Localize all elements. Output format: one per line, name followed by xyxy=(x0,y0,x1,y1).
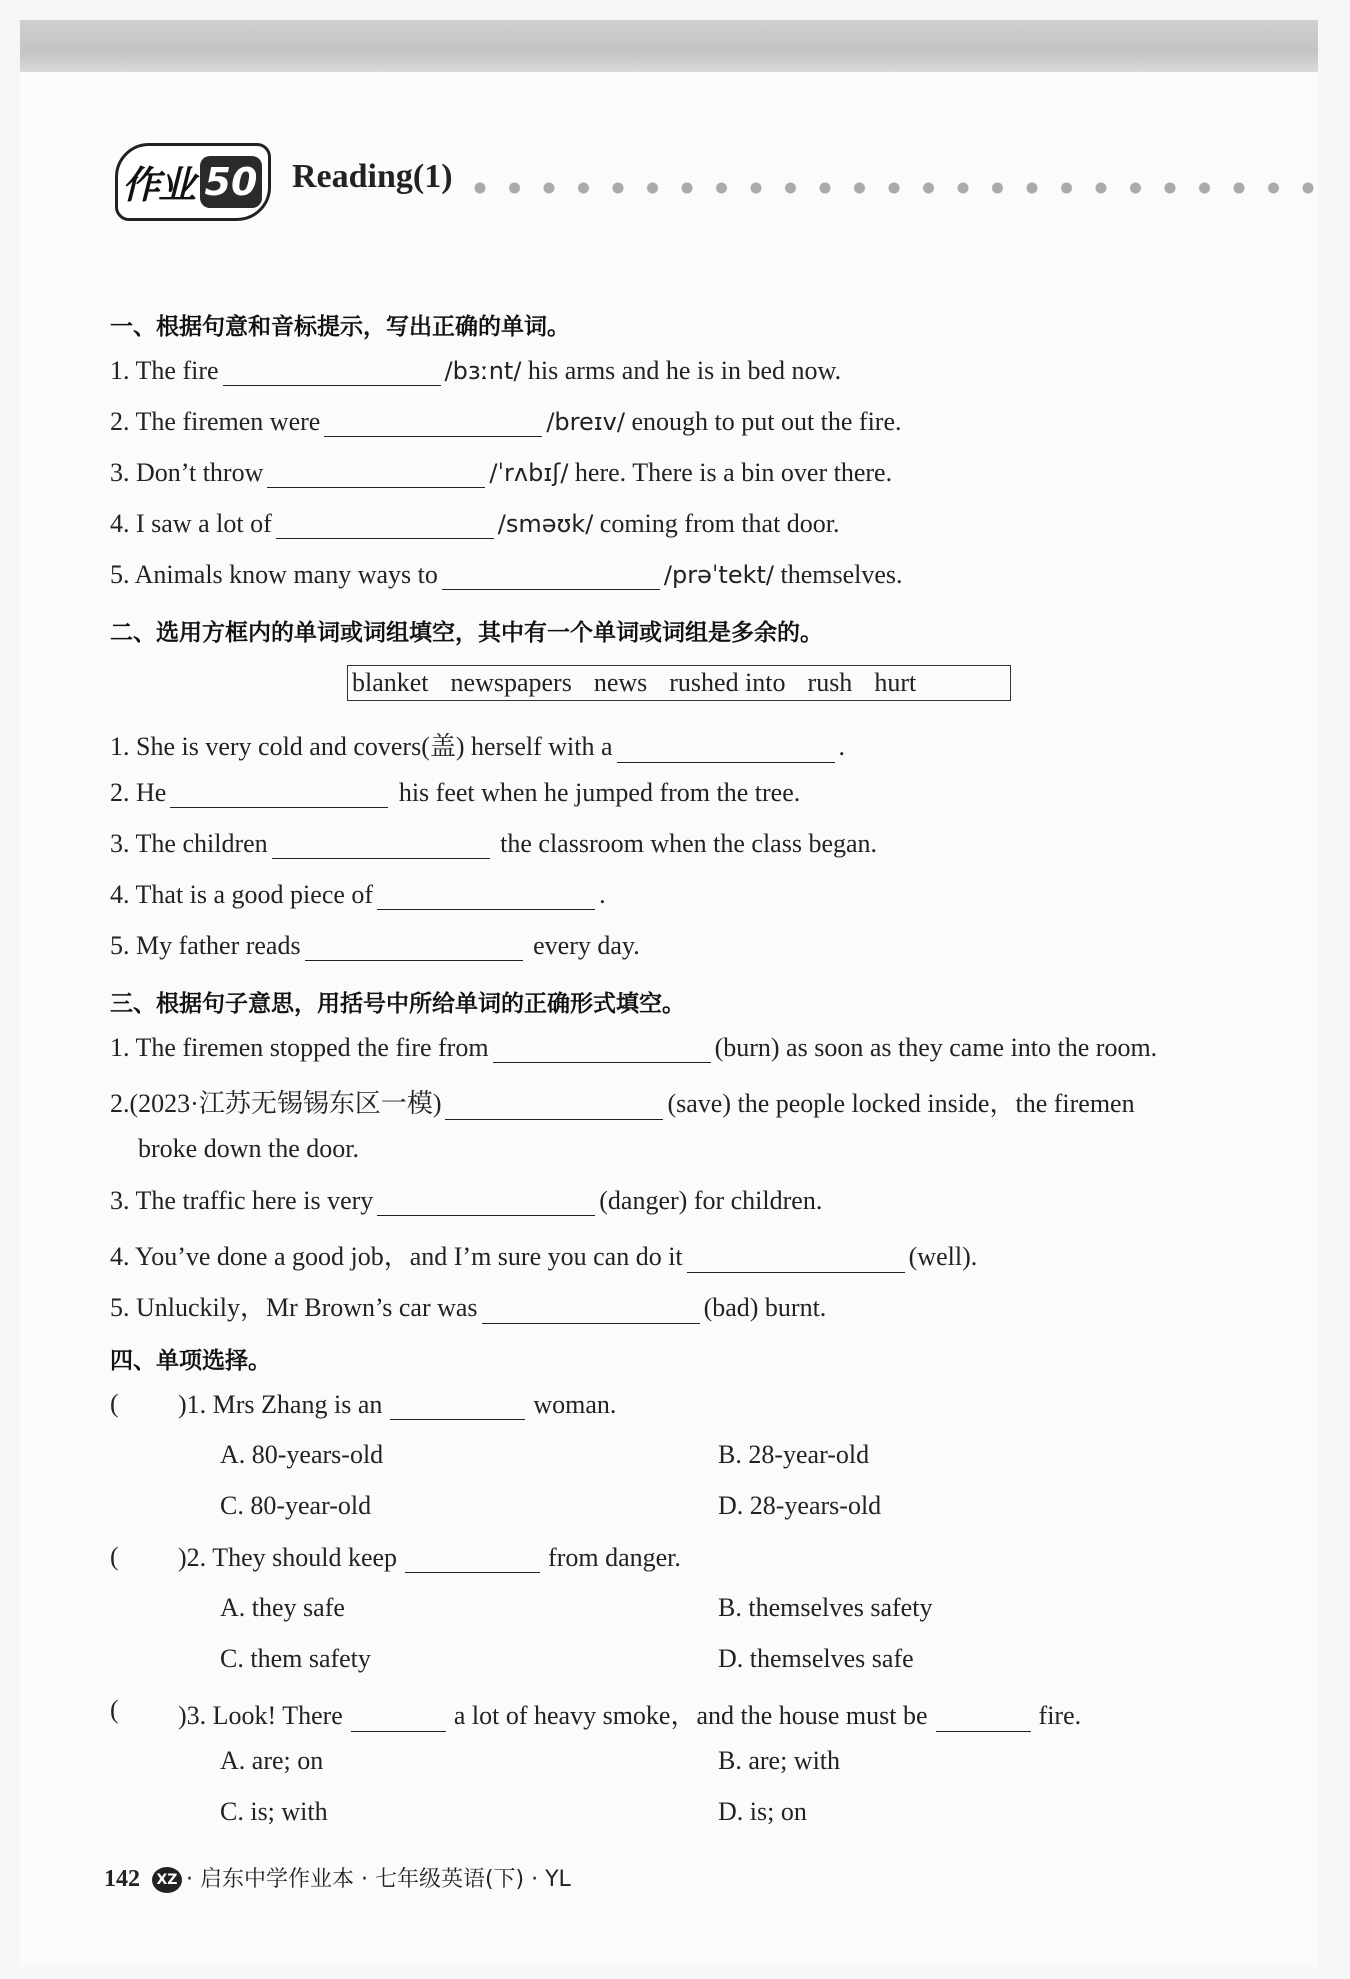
page-title: Reading(1) xyxy=(292,158,453,195)
answer-blank[interactable] xyxy=(390,1389,525,1420)
answer-blank[interactable] xyxy=(442,559,660,590)
mc-question: )3. Look! There a lot of heavy smoke，and the house must be fire. xyxy=(178,1701,1082,1730)
option-c[interactable]: C. 80-year-old xyxy=(220,1491,372,1520)
option-d[interactable]: D. is; on xyxy=(718,1797,807,1826)
book-title: · 启东中学作业本 · 七年级英语(下) · YL xyxy=(186,1867,571,1892)
s3-item: 2.(2023·江苏无锡锡东区一模) (save) the people locked inside，the firemen xyxy=(110,1089,1135,1118)
answer-blank[interactable] xyxy=(223,355,441,386)
answer-paren[interactable]: ( xyxy=(110,1542,119,1571)
answer-blank[interactable] xyxy=(617,732,835,763)
s1-item: 2. The firemen were /breɪv/ enough to put out the fire. xyxy=(110,407,902,436)
answer-blank[interactable] xyxy=(305,930,523,961)
answer-blank[interactable] xyxy=(276,508,494,539)
top-scan-band xyxy=(20,20,1318,72)
page-number: 142 xyxy=(104,1866,140,1892)
answer-blank[interactable] xyxy=(936,1701,1031,1732)
mc-question: )2. They should keep from danger. xyxy=(178,1543,681,1572)
s2-item: 2. He his feet when he jumped from the tree. xyxy=(110,778,801,807)
word-bank-item: blanket xyxy=(352,668,429,697)
s2-item: 1. She is very cold and covers(盖) herself with a . xyxy=(110,732,846,761)
option-c[interactable]: C. is; with xyxy=(220,1797,328,1826)
option-d[interactable]: D. 28-years-old xyxy=(718,1491,882,1520)
option-a[interactable]: A. are; on xyxy=(220,1746,324,1775)
answer-blank[interactable] xyxy=(267,457,485,488)
s1-item: 3. Don’t throw /ˈrʌbɪʃ/ here. There is a bin over there. xyxy=(110,458,893,487)
section4-heading: 四、单项选择。 xyxy=(110,1348,271,1374)
option-d[interactable]: D. themselves safe xyxy=(718,1644,914,1673)
s3-item: 4. You’ve done a good job，and I’m sure you can do it (well). xyxy=(110,1242,978,1271)
option-b[interactable]: B. are; with xyxy=(718,1746,841,1775)
option-c[interactable]: C. them safety xyxy=(220,1644,371,1673)
s3-item: 3. The traffic here is very (danger) for children. xyxy=(110,1186,823,1215)
answer-blank[interactable] xyxy=(170,777,388,808)
answer-blank[interactable] xyxy=(377,1185,595,1216)
answer-blank[interactable] xyxy=(445,1089,663,1120)
word-bank-box xyxy=(347,665,1011,701)
option-a[interactable]: A. 80-years-old xyxy=(220,1440,384,1469)
answer-paren[interactable]: ( xyxy=(110,1389,119,1418)
answer-blank[interactable] xyxy=(405,1542,540,1573)
option-b[interactable]: B. themselves safety xyxy=(718,1593,933,1622)
mc-question: )1. Mrs Zhang is an woman. xyxy=(178,1390,617,1419)
answer-blank[interactable] xyxy=(377,879,595,910)
word-bank-item: newspapers xyxy=(450,668,572,697)
s1-item: 4. I saw a lot of /sməʊk/ coming from that door. xyxy=(110,509,840,538)
title-dot-rule xyxy=(474,182,1324,194)
word-bank-item: news xyxy=(593,668,648,697)
s3-item: 1. The firemen stopped the fire from (burn) as soon as they came into the room. xyxy=(110,1033,1158,1062)
publisher-logo-icon: XZ xyxy=(152,1867,182,1893)
word-bank-item: hurt xyxy=(874,668,917,697)
s2-item: 4. That is a good piece of . xyxy=(110,880,606,909)
word-bank-item: rushed into xyxy=(669,668,786,697)
answer-paren[interactable]: ( xyxy=(110,1695,119,1724)
section2-heading: 二、选用方框内的单词或词组填空，其中有一个单词或词组是多余的。 xyxy=(110,620,823,646)
badge-label: 作业 xyxy=(122,163,195,207)
section3-heading: 三、根据句子意思，用括号中所给单词的正确形式填空。 xyxy=(110,991,685,1017)
s1-item: 5. Animals know many ways to /prəˈtekt/ themselves. xyxy=(110,560,903,589)
answer-blank[interactable] xyxy=(351,1701,446,1732)
answer-blank[interactable] xyxy=(493,1032,711,1063)
word-bank-item: rush xyxy=(807,668,853,697)
s3-item: 5. Unluckily，Mr Brown’s car was (bad) burnt. xyxy=(110,1293,827,1322)
s1-item: 1. The fire /bɜːnt/ his arms and he is in bed now. xyxy=(110,356,842,385)
badge-number: 50 xyxy=(200,156,262,208)
section1-heading: 一、根据句意和音标提示，写出正确的单词。 xyxy=(110,314,570,340)
s2-item: 5. My father reads every day. xyxy=(110,931,640,960)
answer-blank[interactable] xyxy=(272,828,490,859)
option-a[interactable]: A. they safe xyxy=(220,1593,345,1622)
answer-blank[interactable] xyxy=(482,1293,700,1324)
s3-item-continued: broke down the door. xyxy=(138,1134,359,1163)
answer-blank[interactable] xyxy=(687,1242,905,1273)
option-b[interactable]: B. 28-year-old xyxy=(718,1440,870,1469)
s2-item: 3. The children the classroom when the class began. xyxy=(110,829,878,858)
page-footer xyxy=(104,1862,571,1893)
answer-blank[interactable] xyxy=(324,406,542,437)
